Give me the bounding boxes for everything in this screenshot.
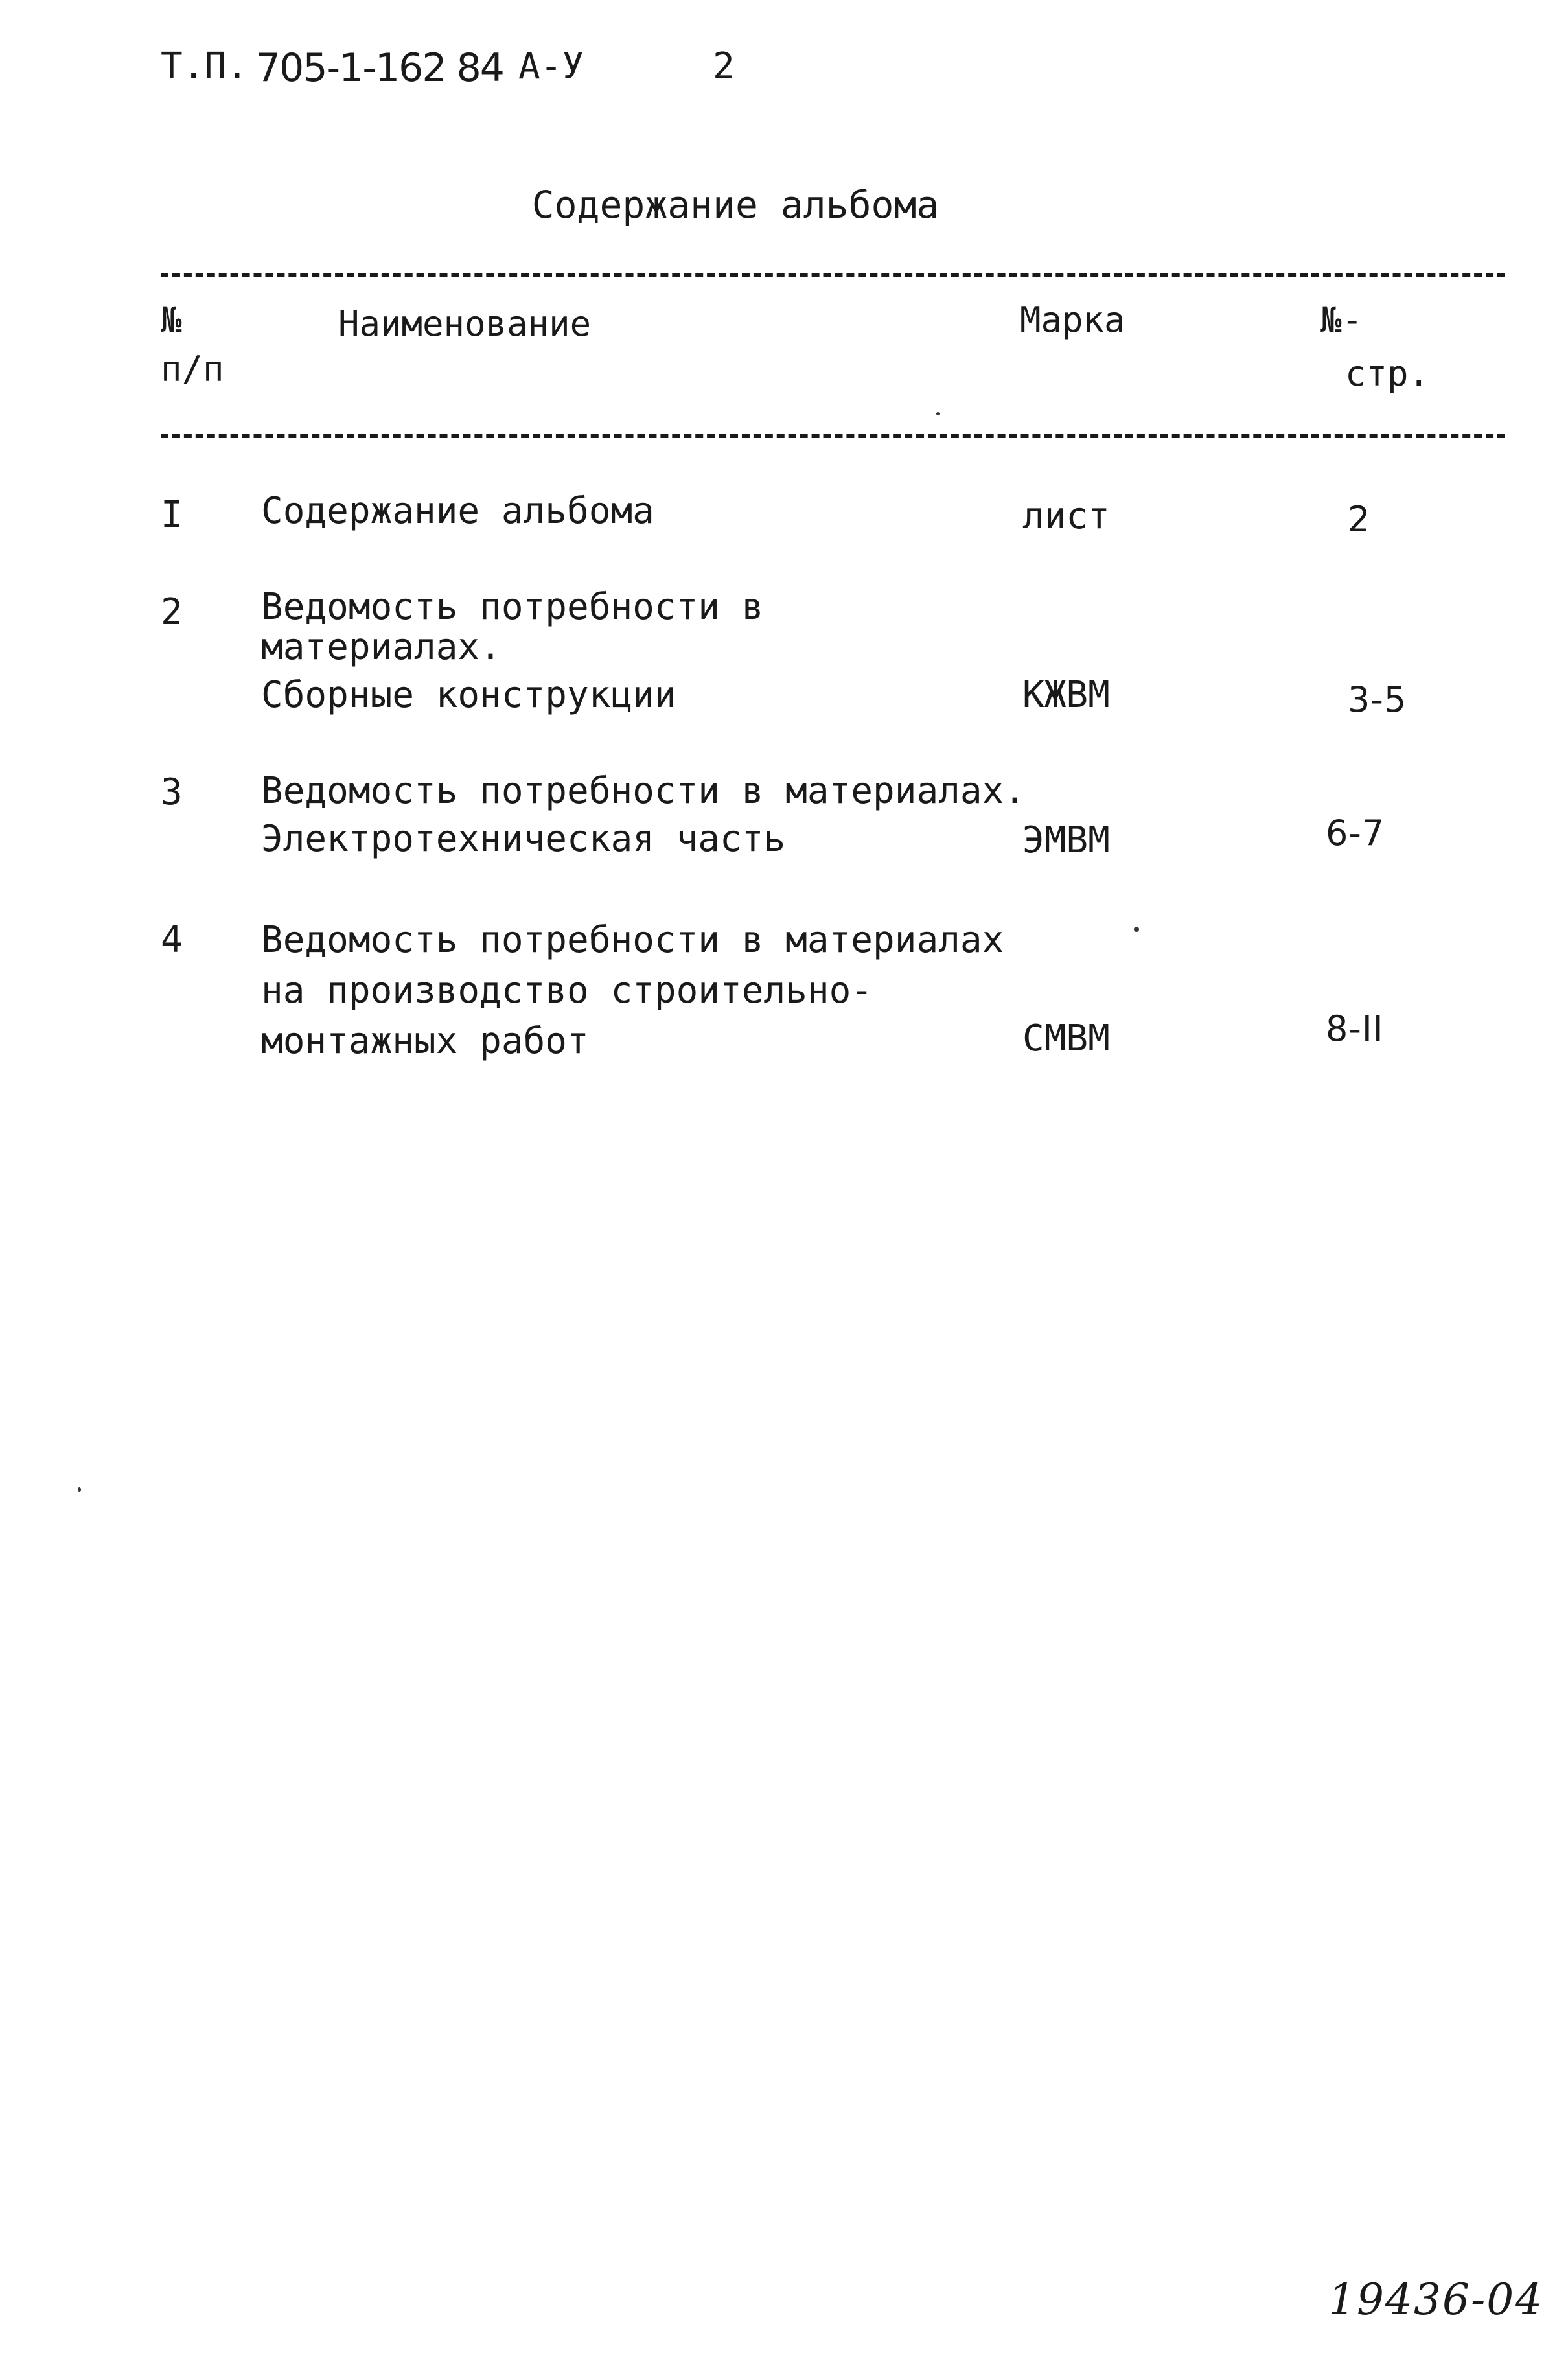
row-3-mark: ЭМВМ	[1022, 819, 1110, 861]
row-4-pages: 8-II	[1326, 1008, 1384, 1049]
row-2-mark: КЖВМ	[1022, 674, 1110, 716]
row-3-name-line: Электротехническая часть	[261, 818, 786, 860]
doc-number: 705-1-162 84	[256, 45, 503, 91]
album-mark: А-У	[518, 45, 584, 87]
row-4-name-line: монтажных работ	[261, 1020, 589, 1062]
column-page-label: №-	[1320, 299, 1363, 340]
column-number-sublabel: п/п	[161, 349, 224, 389]
row-4-name-line: Ведомость потребности в материалах	[261, 919, 1004, 961]
column-mark-label: Марка	[1020, 299, 1125, 340]
row-3-name	[261, 767, 1026, 863]
table-header-divider	[161, 434, 1505, 438]
column-name-label: Наименование	[338, 303, 592, 344]
table-top-divider	[161, 273, 1505, 277]
page-number: 2	[713, 45, 735, 87]
row-3-pages: 6-7	[1326, 813, 1385, 853]
doc-prefix: Т.П.	[161, 45, 248, 87]
row-2-name-line: материалах.	[261, 626, 502, 668]
page-title: Содержание альбома	[531, 183, 940, 227]
row-1-number: I	[161, 494, 183, 536]
row-4-name	[261, 915, 1004, 1067]
scan-speck	[936, 412, 940, 415]
column-page-sublabel: стр.	[1345, 353, 1430, 394]
row-1-mark: лист	[1022, 495, 1110, 537]
row-2-name	[261, 587, 763, 715]
row-3-name-line: Ведомость потребности в материалах.	[261, 770, 1026, 812]
row-4-mark: СМВМ	[1022, 1017, 1110, 1060]
row-1-name-line: Содержание альбома	[261, 490, 654, 532]
scan-speck	[1134, 927, 1139, 932]
row-2-number: 2	[161, 591, 183, 633]
row-4-name-line: на производство строительно-	[261, 969, 873, 1012]
row-1-pages: 2	[1348, 499, 1371, 540]
scan-speck	[78, 1487, 81, 1492]
row-2-pages: 3-5	[1348, 679, 1407, 720]
row-4-number: 4	[161, 919, 183, 961]
row-2-name-line: Сборные конструкции	[261, 674, 676, 716]
row-2-name-line: Ведомость потребности в	[261, 586, 764, 628]
row-1-name	[261, 487, 654, 535]
column-number-label: №	[161, 299, 182, 340]
row-3-number: 3	[161, 771, 183, 813]
archive-number: 19436-04	[1328, 2275, 1544, 2325]
